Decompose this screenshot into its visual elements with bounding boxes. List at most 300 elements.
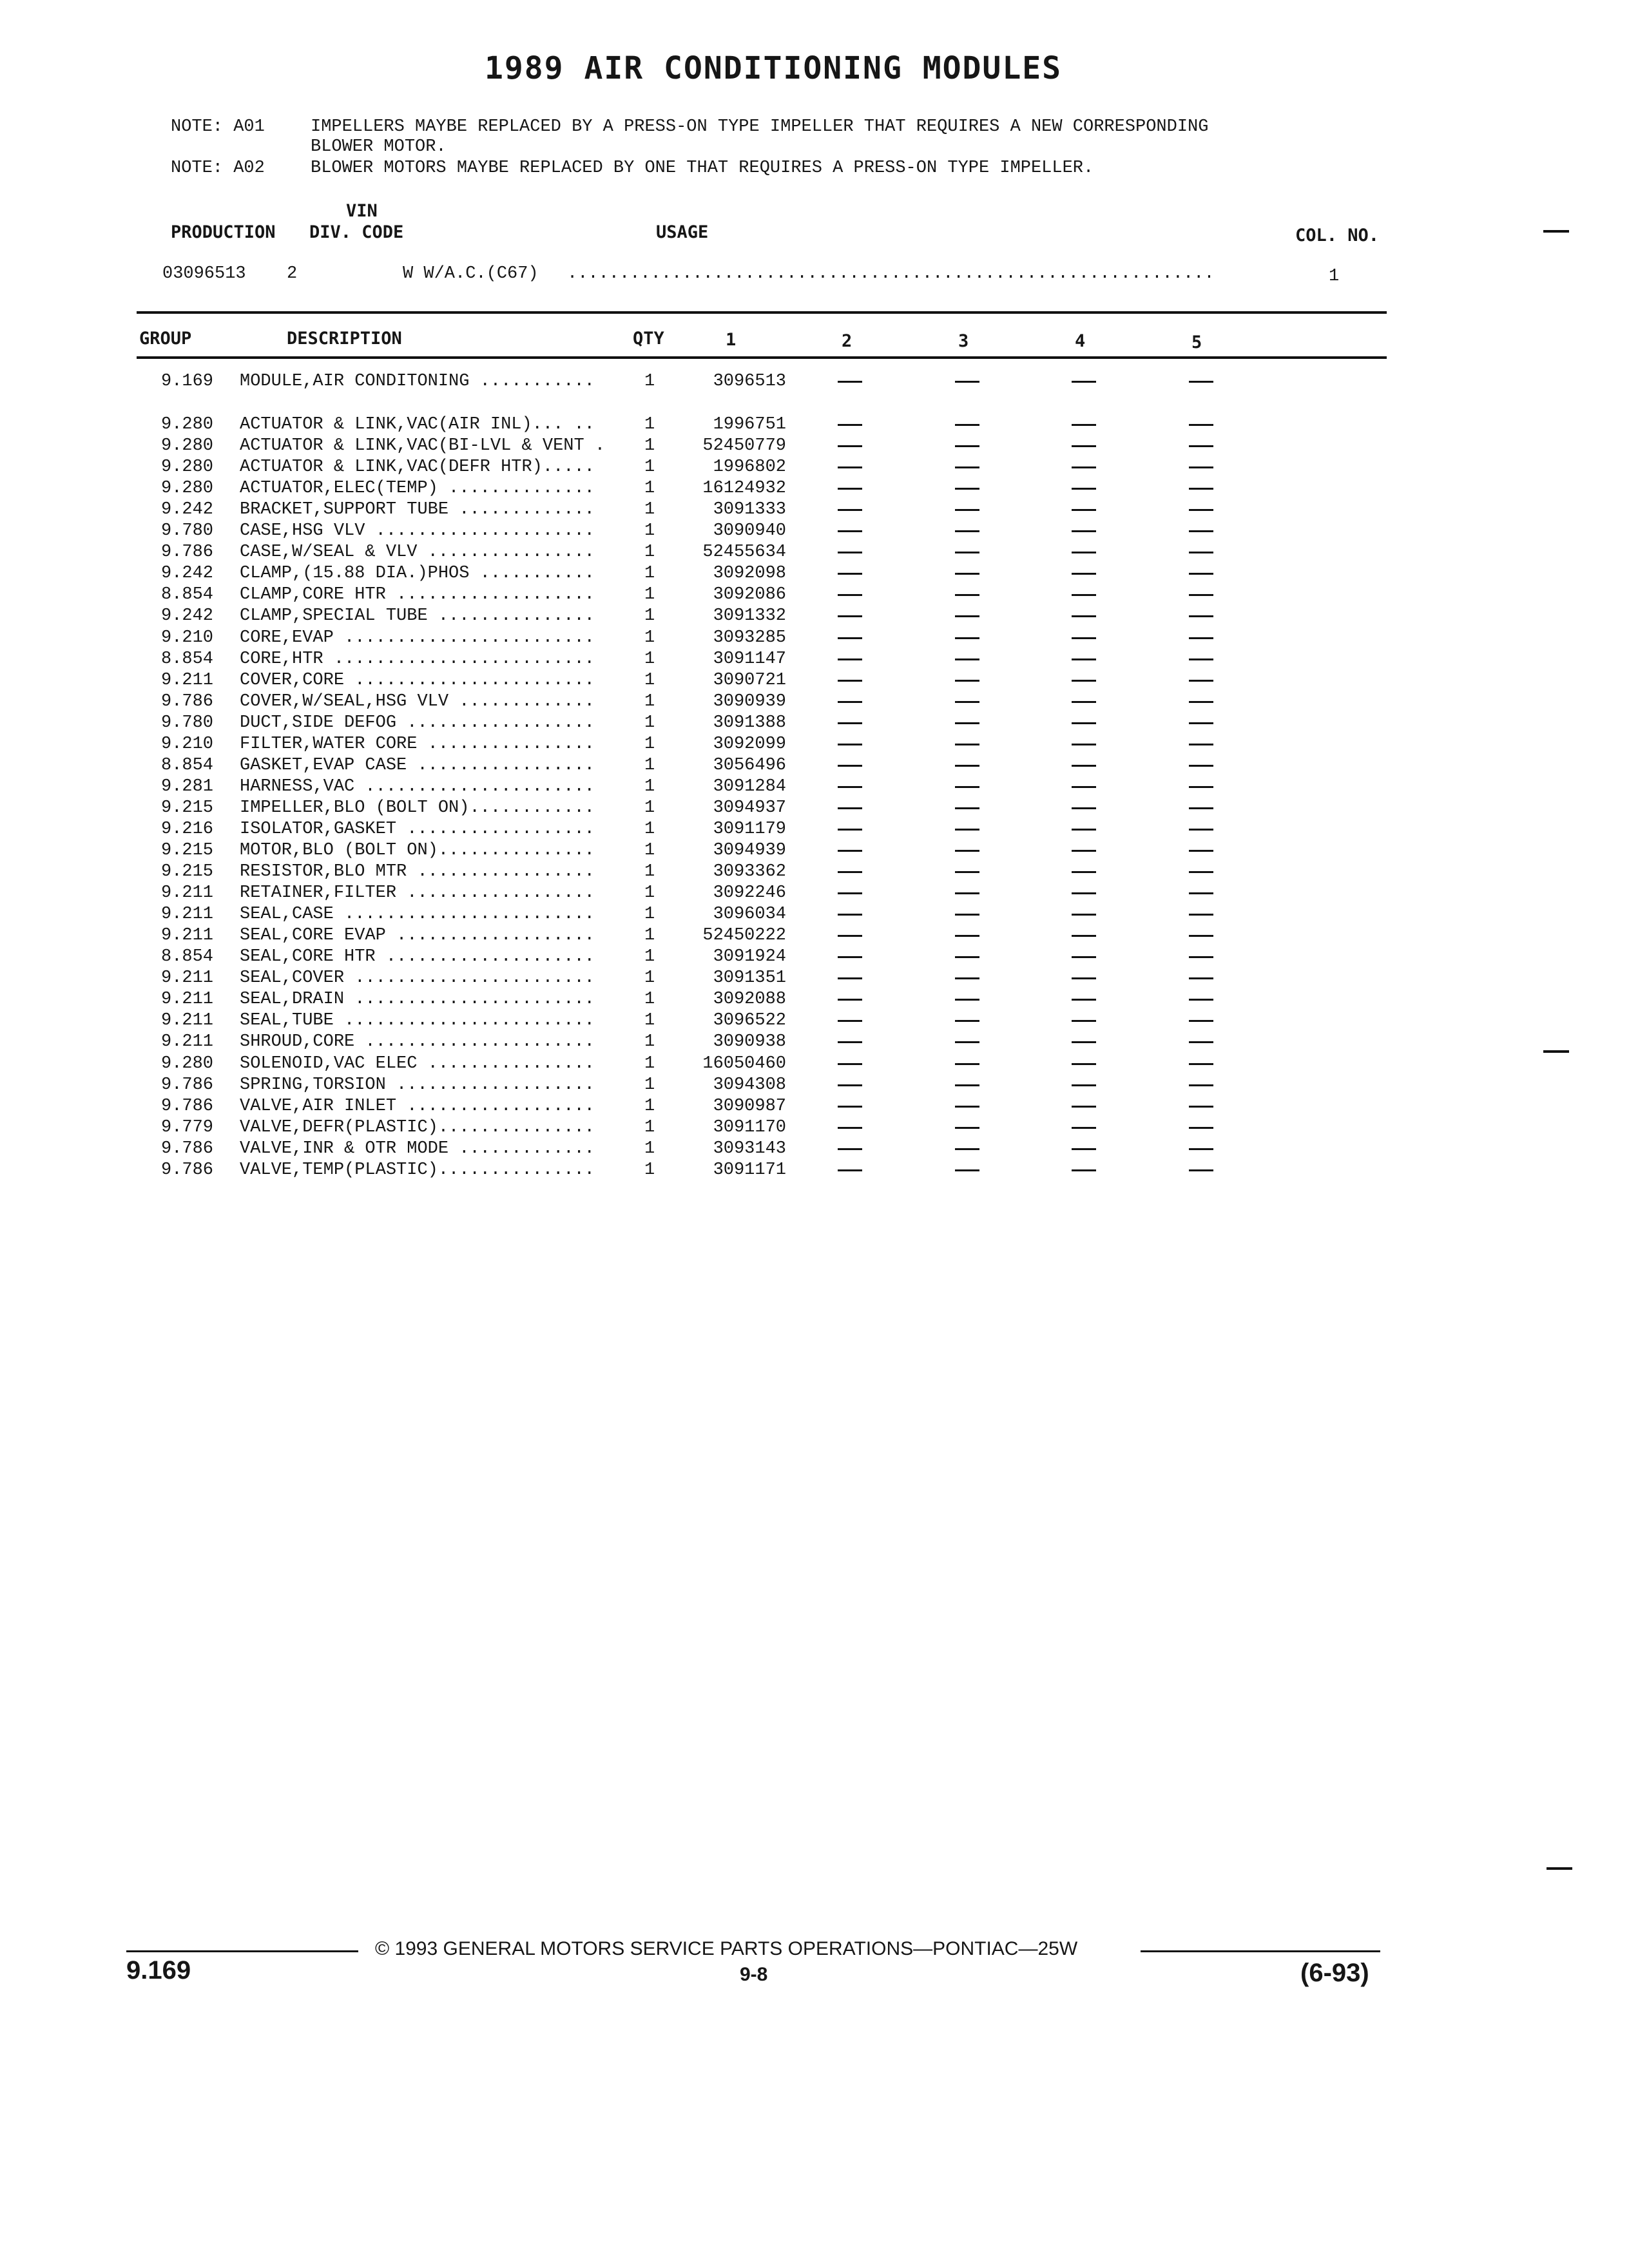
part-description: CLAMP,(15.88 DIA.)PHOS ........... [240,564,595,584]
column-4-dash [1072,1148,1096,1150]
column-4-dash [1072,1127,1096,1129]
part-description: GASKET,EVAP CASE ................. [240,755,595,775]
part-group-number: 9.280 [161,1053,214,1073]
column-3-dash [955,807,979,809]
column-3-dash [955,594,979,596]
part-quantity: 1 [644,968,655,988]
column-2-dash [838,637,862,639]
col-3-header: 3 [958,331,969,351]
part-description: VALVE,INR & OTR MODE ............. [240,1139,595,1158]
part-quantity: 1 [644,649,655,669]
column-5-dash [1189,786,1213,788]
note-a02-text: BLOWER MOTORS MAYBE REPLACED BY ONE THAT REQUIRES A PRESS-ON TYPE IMPELLER. [311,159,1094,178]
part-description: SOLENOID,VAC ELEC ................ [240,1053,595,1073]
margin-tick-mark [1547,1867,1572,1870]
column-4-dash [1072,722,1096,724]
column-5-dash [1189,680,1213,682]
column-3-dash [955,829,979,831]
part-number: 1996751 [713,415,786,434]
col-no-label: COL. NO. [1295,226,1380,245]
part-quantity: 1 [644,798,655,818]
part-description: CORE,HTR ......................... [240,649,595,669]
column-5-dash [1189,829,1213,831]
part-quantity: 1 [644,436,655,456]
part-group-number: 9.211 [161,990,214,1010]
part-number: 3091179 [713,819,786,839]
part-number: 3092246 [713,883,786,903]
part-quantity: 1 [644,1139,655,1158]
column-3-dash [955,722,979,724]
part-number: 3092099 [713,734,786,754]
column-2-dash [838,829,862,831]
column-number: 1 [1329,267,1340,286]
column-2-dash [838,1169,862,1171]
part-group-number: 9.215 [161,841,214,860]
column-3-dash [955,466,979,468]
part-quantity: 1 [644,926,655,946]
part-description: ACTUATOR,ELEC(TEMP) .............. [240,479,595,499]
column-2-dash [838,573,862,575]
part-quantity: 1 [644,500,655,520]
column-3-dash [955,1127,979,1129]
part-number: 3091171 [713,1160,786,1180]
column-2-dash [838,744,862,745]
part-group-number: 9.786 [161,543,214,562]
part-quantity: 1 [644,819,655,839]
column-3-dash [955,786,979,788]
column-2-dash [838,701,862,703]
table-header-rule [137,356,1387,359]
part-number: 3091388 [713,713,786,733]
column-5-dash [1189,615,1213,617]
column-5-dash [1189,956,1213,958]
part-number: 16050460 [702,1053,786,1073]
column-5-dash [1189,977,1213,979]
column-3-dash [955,914,979,916]
part-number: 3090940 [713,521,786,541]
part-group-number: 9.280 [161,415,214,434]
part-description: IMPELLER,BLO (BOLT ON)............ [240,798,595,818]
column-3-dash [955,573,979,575]
column-4-dash [1072,977,1096,979]
column-3-dash [955,381,979,383]
column-4-dash [1072,573,1096,575]
part-quantity: 1 [644,947,655,967]
table-top-rule [137,311,1387,314]
part-group-number: 9.786 [161,1139,214,1158]
part-number: 3056496 [713,755,786,775]
part-group-number: 8.854 [161,755,214,775]
part-quantity: 1 [644,457,655,477]
part-group-number: 9.215 [161,798,214,818]
column-5-dash [1189,552,1213,553]
part-number: 3091147 [713,649,786,669]
part-number: 3092088 [713,990,786,1010]
column-3-dash [955,999,979,1001]
part-group-number: 9.780 [161,713,214,733]
col-4-header: 4 [1075,331,1086,351]
part-number: 3093143 [713,1139,786,1158]
column-4-dash [1072,914,1096,916]
column-2-dash [838,530,862,532]
column-2-dash [838,594,862,596]
column-5-dash [1189,722,1213,724]
part-quantity: 1 [644,841,655,860]
column-5-dash [1189,530,1213,532]
column-3-dash [955,1169,979,1171]
column-5-dash [1189,807,1213,809]
column-5-dash [1189,935,1213,937]
margin-tick-mark [1543,230,1569,233]
part-number: 3090721 [713,670,786,690]
part-number: 3094939 [713,841,786,860]
part-quantity: 1 [644,1011,655,1031]
column-5-dash [1189,424,1213,426]
part-number: 3090938 [713,1032,786,1052]
column-4-dash [1072,701,1096,703]
column-4-dash [1072,466,1096,468]
column-3-dash [955,1106,979,1108]
note-a02-label: NOTE: A02 [171,159,265,178]
column-3-dash [955,680,979,682]
column-5-dash [1189,1127,1213,1129]
part-description: CASE,HSG VLV ..................... [240,521,595,541]
part-group-number: 9.786 [161,1096,214,1116]
column-2-dash [838,1020,862,1022]
part-description: SEAL,CORE HTR .................... [240,947,595,967]
production-label: PRODUCTION [171,222,276,242]
usage-label: USAGE [656,222,709,242]
vin-label: VIN [346,201,378,221]
column-5-dash [1189,850,1213,852]
part-quantity: 1 [644,691,655,711]
part-quantity: 1 [644,883,655,903]
column-4-dash [1072,658,1096,660]
column-2-dash [838,956,862,958]
part-description: MODULE,AIR CONDITONING ........... [240,372,595,391]
column-3-dash [955,744,979,745]
column-2-dash [838,871,862,873]
column-3-dash [955,530,979,532]
column-5-dash [1189,1084,1213,1086]
part-description: SHROUD,CORE ...................... [240,1032,595,1052]
part-quantity: 1 [644,1117,655,1137]
column-4-dash [1072,744,1096,745]
part-group-number: 9.211 [161,670,214,690]
part-description: SEAL,DRAIN ....................... [240,990,595,1010]
column-4-dash [1072,765,1096,767]
col-description-header: DESCRIPTION [287,329,402,349]
col-qty-header: QTY [633,329,664,349]
column-3-dash [955,935,979,937]
column-3-dash [955,892,979,894]
column-2-dash [838,914,862,916]
col-5-header: 5 [1191,332,1202,352]
footer-page-number: 9-8 [740,1964,768,1985]
column-5-dash [1189,765,1213,767]
column-2-dash [838,977,862,979]
part-group-number: 9.216 [161,819,214,839]
production-number: 03096513 [162,264,246,284]
part-description: SEAL,CORE EVAP ................... [240,926,595,946]
part-number: 3096522 [713,1011,786,1031]
column-5-dash [1189,573,1213,575]
column-4-dash [1072,615,1096,617]
part-group-number: 9.242 [161,564,214,584]
column-2-dash [838,488,862,490]
part-quantity: 1 [644,372,655,391]
part-quantity: 1 [644,755,655,775]
column-4-dash [1072,530,1096,532]
column-4-dash [1072,381,1096,383]
part-quantity: 1 [644,606,655,626]
part-quantity: 1 [644,905,655,925]
part-quantity: 1 [644,1053,655,1073]
part-description: COVER,W/SEAL,HSG VLV ............. [240,691,595,711]
part-group-number: 9.211 [161,905,214,925]
column-2-dash [838,1106,862,1108]
column-3-dash [955,1084,979,1086]
column-4-dash [1072,935,1096,937]
column-4-dash [1072,1063,1096,1065]
column-3-dash [955,637,979,639]
part-description: VALVE,DEFR(PLASTIC)............... [240,1117,595,1137]
column-4-dash [1072,594,1096,596]
column-4-dash [1072,1041,1096,1043]
column-5-dash [1189,999,1213,1001]
part-description: ISOLATOR,GASKET .................. [240,819,595,839]
column-3-dash [955,658,979,660]
division-code: 2 [287,264,298,284]
column-5-dash [1189,594,1213,596]
part-quantity: 1 [644,713,655,733]
part-description: VALVE,TEMP(PLASTIC)............... [240,1160,595,1180]
part-number: 3091332 [713,606,786,626]
part-number: 3094308 [713,1075,786,1095]
part-description: COVER,CORE ....................... [240,670,595,690]
part-group-number: 9.211 [161,926,214,946]
column-2-dash [838,658,862,660]
part-quantity: 1 [644,1075,655,1095]
part-number: 3091333 [713,500,786,520]
column-5-dash [1189,381,1213,383]
part-group-number: 9.280 [161,457,214,477]
part-description: SPRING,TORSION ................... [240,1075,595,1095]
column-5-dash [1189,509,1213,511]
part-number: 52450779 [702,436,786,456]
part-quantity: 1 [644,734,655,754]
column-5-dash [1189,488,1213,490]
column-2-dash [838,722,862,724]
part-group-number: 9.242 [161,500,214,520]
column-3-dash [955,1063,979,1065]
part-group-number: 9.786 [161,1160,214,1180]
usage-leader: .............................................................. [567,264,1215,284]
column-2-dash [838,1148,862,1150]
footer-group-reference: 9.169 [126,1956,191,1984]
column-2-dash [838,1084,862,1086]
part-quantity: 1 [644,628,655,648]
part-description: ACTUATOR & LINK,VAC(BI-LVL & VENT . [240,436,606,456]
note-a01-text-cont: BLOWER MOTOR. [311,137,447,157]
part-quantity: 1 [644,543,655,562]
part-quantity: 1 [644,1096,655,1116]
part-group-number: 9.210 [161,734,214,754]
part-description: CASE,W/SEAL & VLV ................ [240,543,595,562]
column-2-dash [838,999,862,1001]
part-group-number: 8.854 [161,947,214,967]
column-5-dash [1189,892,1213,894]
column-5-dash [1189,1148,1213,1150]
column-3-dash [955,701,979,703]
part-group-number: 9.280 [161,436,214,456]
part-description: RETAINER,FILTER .................. [240,883,595,903]
column-5-dash [1189,871,1213,873]
column-4-dash [1072,807,1096,809]
part-description: SEAL,TUBE ........................ [240,1011,595,1031]
note-a01-text: IMPELLERS MAYBE REPLACED BY A PRESS-ON TYPE IMPELLER THAT REQUIRES A NEW CORRESPONDING [311,117,1209,137]
usage-value: W W/A.C.(C67) [403,264,539,284]
part-group-number: 9.210 [161,628,214,648]
part-group-number: 9.780 [161,521,214,541]
column-4-dash [1072,445,1096,447]
column-5-dash [1189,445,1213,447]
footer-copyright: © 1993 GENERAL MOTORS SERVICE PARTS OPERATIONS—PONTIAC—25W [375,1938,1078,1959]
column-2-dash [838,445,862,447]
column-5-dash [1189,1063,1213,1065]
column-2-dash [838,424,862,426]
part-group-number: 8.854 [161,585,214,605]
column-2-dash [838,615,862,617]
col-2-header: 2 [842,331,853,351]
part-number: 3094937 [713,798,786,818]
column-4-dash [1072,871,1096,873]
column-5-dash [1189,1169,1213,1171]
column-5-dash [1189,1020,1213,1022]
part-group-number: 9.242 [161,606,214,626]
footer-rule-right [1141,1950,1380,1952]
part-quantity: 1 [644,521,655,541]
column-2-dash [838,1127,862,1129]
column-3-dash [955,871,979,873]
column-2-dash [838,765,862,767]
part-number: 3090987 [713,1096,786,1116]
column-4-dash [1072,786,1096,788]
column-2-dash [838,466,862,468]
part-description: CLAMP,SPECIAL TUBE ............... [240,606,595,626]
column-3-dash [955,552,979,553]
column-4-dash [1072,956,1096,958]
part-description: MOTOR,BLO (BOLT ON)............... [240,841,595,860]
part-description: SEAL,CASE ........................ [240,905,595,925]
column-5-dash [1189,701,1213,703]
part-description: RESISTOR,BLO MTR ................. [240,862,595,882]
part-group-number: 9.211 [161,1032,214,1052]
column-4-dash [1072,509,1096,511]
column-5-dash [1189,744,1213,745]
column-4-dash [1072,680,1096,682]
part-number: 52450222 [702,926,786,946]
column-3-dash [955,445,979,447]
column-4-dash [1072,850,1096,852]
column-4-dash [1072,637,1096,639]
column-2-dash [838,509,862,511]
column-5-dash [1189,1041,1213,1043]
column-3-dash [955,615,979,617]
part-group-number: 9.280 [161,479,214,499]
column-3-dash [955,765,979,767]
part-quantity: 1 [644,1160,655,1180]
col-group-header: GROUP [139,329,192,349]
part-number: 3093362 [713,862,786,882]
part-group-number: 9.779 [161,1117,214,1137]
column-4-dash [1072,424,1096,426]
part-description: FILTER,WATER CORE ................ [240,734,595,754]
part-number: 3091284 [713,776,786,796]
part-quantity: 1 [644,776,655,796]
part-quantity: 1 [644,564,655,584]
part-quantity: 1 [644,862,655,882]
part-quantity: 1 [644,990,655,1010]
column-5-dash [1189,914,1213,916]
column-4-dash [1072,1169,1096,1171]
column-4-dash [1072,1020,1096,1022]
column-5-dash [1189,637,1213,639]
part-description: DUCT,SIDE DEFOG .................. [240,713,595,733]
part-quantity: 1 [644,415,655,434]
column-4-dash [1072,1084,1096,1086]
part-description: ACTUATOR & LINK,VAC(AIR INL)... .. [240,415,595,434]
part-quantity: 1 [644,585,655,605]
column-3-dash [955,1020,979,1022]
column-2-dash [838,807,862,809]
footer-rule-left [126,1950,358,1952]
part-number: 3091351 [713,968,786,988]
column-5-dash [1189,466,1213,468]
column-3-dash [955,850,979,852]
part-description: BRACKET,SUPPORT TUBE ............. [240,500,595,520]
part-number: 3092086 [713,585,786,605]
column-3-dash [955,1041,979,1043]
column-3-dash [955,1148,979,1150]
column-2-dash [838,786,862,788]
column-2-dash [838,935,862,937]
note-a01-label: NOTE: A01 [171,117,265,137]
part-group-number: 9.786 [161,1075,214,1095]
margin-tick-mark [1543,1050,1569,1053]
column-2-dash [838,552,862,553]
part-description: SEAL,COVER ....................... [240,968,595,988]
part-description: CORE,EVAP ........................ [240,628,595,648]
part-number: 3092098 [713,564,786,584]
part-quantity: 1 [644,1032,655,1052]
column-2-dash [838,892,862,894]
col-1-header: 1 [726,330,737,350]
column-4-dash [1072,552,1096,553]
part-group-number: 9.215 [161,862,214,882]
column-2-dash [838,1063,862,1065]
part-number: 52455634 [702,543,786,562]
part-number: 1996802 [713,457,786,477]
column-3-dash [955,977,979,979]
part-number: 3093285 [713,628,786,648]
column-5-dash [1189,1106,1213,1108]
part-description: ACTUATOR & LINK,VAC(DEFR HTR)..... [240,457,595,477]
part-group-number: 9.786 [161,691,214,711]
column-4-dash [1072,1106,1096,1108]
part-description: HARNESS,VAC ...................... [240,776,595,796]
part-group-number: 9.211 [161,968,214,988]
